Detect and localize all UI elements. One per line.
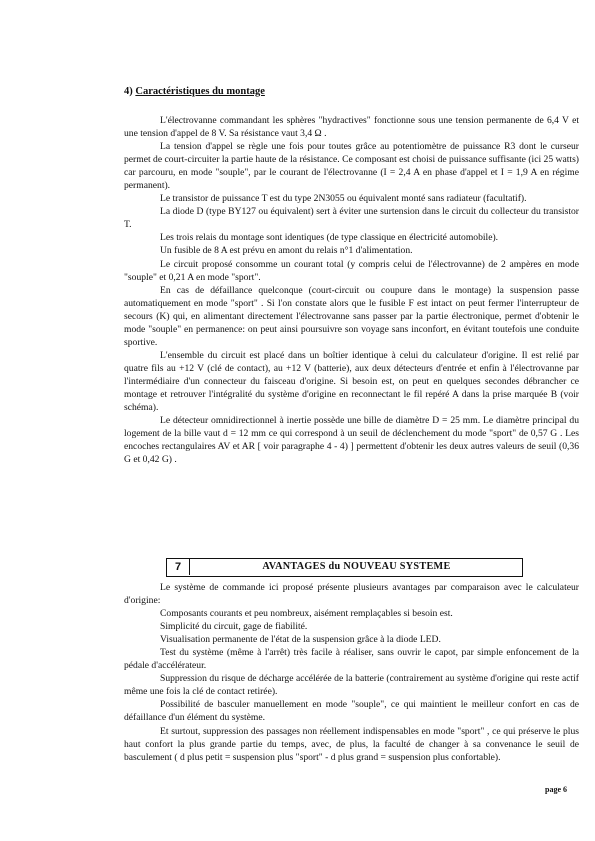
paragraph: Le détecteur omnidirectionnel à inertie possède une bille de diamètre D = 25 mm. Le diamètre principal du logement de la bille vaut d = 12 mm ce qui correspond à un seuil de déclenchement du mode "sport" de 0,57 G . Les encoches rectangulaires AV et AR [ voir paragraphe 4 - 4) ] permettent d'obtenir les deux autres valeurs de seuil (0,36 G et 0,42 G) . [124,415,579,466]
section-number: 4) [124,86,133,97]
paragraph: L'électrovanne commandant les sphères "hydractives" fonctionne sous une tension permanente de 6,4 V et une tension d'appel de 8 V. Sa résistance vaut 3,4 Ω . [124,115,579,140]
list-item: Simplicité du circuit, gage de fiabilité. [160,621,308,633]
section-box-title: AVANTAGES du NOUVEAU SYSTEME [262,561,451,572]
list-item: Test du système (même à l'arrêt) très facile à réaliser, sans ouvrir le capot, par simple enfoncement de la pédale d'accélérateur. [124,647,579,672]
list-item: Composants courants et peu nombreux, aisément remplaçables si besoin est. [160,608,453,620]
section-body [124,114,579,466]
paragraph: En cas de défaillance quelconque (court-circuit ou coupure dans le montage) la suspension passe automatiquement en mode "sport" . Si l'on constate alors que le fusible F est intact on peut fermer l'interrupteur de secours (K) qui, en alimentant directement l'électrovanne sans passer par la partie électronique, permet d'obtenir le mode "souple" en permanence: on peut ainsi poursuivre son voyage sans inconfort, en évitant toutefois une conduite sportive. [124,284,579,348]
paragraph: Le circuit proposé consomme un courant total (y compris celui de l'électrovanne) de 2 ampères en mode "souple" et 0,21 A en mode "sport". [124,258,579,283]
list-item: Et surtout, suppression des passages non réellement indispensables en mode "sport" , ce qui préserve le plus haut confort la plus grande partie du temps, avec, de plus, la faculté de changer à sa convenance le seuil de basculement ( d plus petit = suspension plus "sport" - d plus grand = suspension plus confortable). [124,725,579,763]
section-heading [124,86,265,97]
paragraph: L'ensemble du circuit est placé dans un boîtier identique à celui du calculateur d'origine. Il est relié par quatre fils au +12 V (clé de contact), au +12 V (batterie), aux deux détecteurs d'entrée et enfin à l'électrovanne par l'intermédiaire d'un connecteur du faisceau d'origine. Si besoin est, on peut en quelques secondes débrancher ce montage et retrouver l'intégralité du système d'origine en reconnectant le fil repéré A dans la prise marquée B (voir schéma). [124,349,579,414]
list-item: Possibilité de basculer manuellement en mode "souple", ce qui maintient le meilleur confort en cas de défaillance d'un élément du système. [124,699,579,724]
paragraph: La tension d'appel se règle une fois pour toutes grâce au potentiomètre de puissance R3 dont le curseur permet de court-circuiter la partie haute de la résistance. Ce composant est choisi de puissance suffisante (ici 25 watts) car parcouru, en mode "souple", par le courant de l'électrovanne (I = 2,4 A en phase d'appel et I = 1,9 A en régime permanent). [124,141,579,192]
section-box-number: 7 [167,559,190,575]
advantages-body [124,581,579,764]
list-item: Visualisation permanente de l'état de la suspension grâce à la diode LED. [160,634,441,646]
section-box [166,558,523,577]
paragraph: La diode D (type BY127 ou équivalent) sert à éviter une surtension dans le circuit du collecteur du transistor T. [124,206,579,231]
page-number: page 6 [545,785,567,794]
section-title: Caractéristiques du montage [135,86,265,97]
paragraph: Les trois relais du montage sont identiques (de type classique en électricité automobile). [160,232,499,244]
list-item: Suppression du risque de décharge accélérée de la batterie (contrairement au système d'origine qui reste actif même une fois la clé de contact retirée). [124,673,579,698]
paragraph: Un fusible de 8 A est prévu en amont du relais n°1 d'alimentation. [160,245,413,257]
paragraph: Le système de commande ici proposé présente plusieurs avantages par comparaison avec le calculateur d'origine: [124,582,579,607]
paragraph: Le transistor de puissance T est du type 2N3055 ou équivalent monté sans radiateur (facultatif). [160,193,527,205]
